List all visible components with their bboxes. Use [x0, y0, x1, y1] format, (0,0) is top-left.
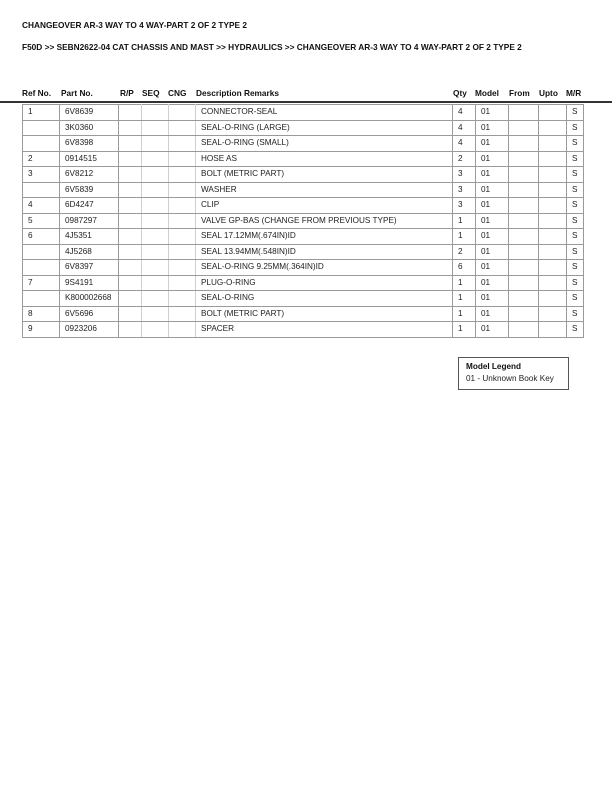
- cng-cell: [169, 105, 196, 121]
- rp-cell: [119, 213, 142, 229]
- qty-cell: 2: [453, 151, 476, 167]
- qty-cell: 2: [453, 244, 476, 260]
- mr-cell: S: [567, 198, 584, 214]
- mr-cell: S: [567, 229, 584, 245]
- qty-cell: 1: [453, 213, 476, 229]
- table-row: [23, 213, 584, 229]
- part-no-cell: 6V8212: [60, 167, 119, 183]
- ref-no-cell: [23, 260, 60, 276]
- description-cell: SPACER: [196, 322, 453, 338]
- table-row: [23, 182, 584, 198]
- qty-cell: 6: [453, 260, 476, 276]
- mr-cell: S: [567, 306, 584, 322]
- model-cell: 01: [476, 322, 509, 338]
- table-row: [23, 229, 584, 245]
- cng-cell: [169, 213, 196, 229]
- from-cell: [509, 291, 539, 307]
- upto-cell: [539, 229, 567, 245]
- qty-cell: 3: [453, 167, 476, 183]
- page-title: CHANGEOVER AR-3 WAY TO 4 WAY-PART 2 OF 2 TYPE 2: [22, 20, 247, 30]
- ref-no-cell: 1: [23, 105, 60, 121]
- column-header-rp: R/P: [120, 88, 134, 98]
- seq-cell: [142, 198, 169, 214]
- ref-no-cell: 2: [23, 151, 60, 167]
- cng-cell: [169, 167, 196, 183]
- model-cell: 01: [476, 291, 509, 307]
- rp-cell: [119, 182, 142, 198]
- part-no-cell: 6V8398: [60, 136, 119, 152]
- table-row: [23, 198, 584, 214]
- parts-table: [22, 104, 584, 338]
- part-no-cell: 3K0360: [60, 120, 119, 136]
- rp-cell: [119, 306, 142, 322]
- model-cell: 01: [476, 260, 509, 276]
- cng-cell: [169, 182, 196, 198]
- mr-cell: S: [567, 275, 584, 291]
- header-rule: [0, 101, 612, 103]
- part-no-cell: 4J5268: [60, 244, 119, 260]
- table-row: [23, 275, 584, 291]
- from-cell: [509, 275, 539, 291]
- cng-cell: [169, 136, 196, 152]
- table-row: [23, 105, 584, 121]
- rp-cell: [119, 260, 142, 276]
- seq-cell: [142, 120, 169, 136]
- seq-cell: [142, 306, 169, 322]
- from-cell: [509, 229, 539, 245]
- model-legend-item: 01 - Unknown Book Key: [466, 374, 554, 383]
- rp-cell: [119, 244, 142, 260]
- qty-cell: 4: [453, 136, 476, 152]
- mr-cell: S: [567, 120, 584, 136]
- qty-cell: 1: [453, 291, 476, 307]
- model-cell: 01: [476, 120, 509, 136]
- cng-cell: [169, 291, 196, 307]
- model-cell: 01: [476, 182, 509, 198]
- ref-no-cell: [23, 244, 60, 260]
- from-cell: [509, 198, 539, 214]
- upto-cell: [539, 306, 567, 322]
- breadcrumb: F50D >> SEBN2622-04 CAT CHASSIS AND MAST >> HYDRAULICS >> CHANGEOVER AR-3 WAY TO 4 WAY-PART 2 OF 2 TYPE 2: [22, 42, 522, 52]
- model-cell: 01: [476, 105, 509, 121]
- column-header-from: From: [509, 88, 530, 98]
- upto-cell: [539, 260, 567, 276]
- ref-no-cell: [23, 120, 60, 136]
- from-cell: [509, 136, 539, 152]
- part-no-cell: 6V8639: [60, 105, 119, 121]
- column-header-part-no: Part No.: [61, 88, 93, 98]
- part-no-cell: 0914515: [60, 151, 119, 167]
- upto-cell: [539, 182, 567, 198]
- upto-cell: [539, 275, 567, 291]
- part-no-cell: 0923206: [60, 322, 119, 338]
- rp-cell: [119, 198, 142, 214]
- from-cell: [509, 244, 539, 260]
- part-no-cell: K800002668: [60, 291, 119, 307]
- from-cell: [509, 167, 539, 183]
- model-cell: 01: [476, 275, 509, 291]
- rp-cell: [119, 229, 142, 245]
- model-legend-title: Model Legend: [466, 362, 522, 371]
- part-no-cell: 6V5839: [60, 182, 119, 198]
- from-cell: [509, 182, 539, 198]
- upto-cell: [539, 291, 567, 307]
- cng-cell: [169, 198, 196, 214]
- qty-cell: 1: [453, 229, 476, 245]
- ref-no-cell: [23, 136, 60, 152]
- upto-cell: [539, 120, 567, 136]
- description-cell: HOSE AS: [196, 151, 453, 167]
- cng-cell: [169, 151, 196, 167]
- mr-cell: S: [567, 213, 584, 229]
- table-row: [23, 151, 584, 167]
- rp-cell: [119, 120, 142, 136]
- part-no-cell: 4J5351: [60, 229, 119, 245]
- seq-cell: [142, 229, 169, 245]
- table-row: [23, 244, 584, 260]
- from-cell: [509, 105, 539, 121]
- ref-no-cell: [23, 291, 60, 307]
- description-cell: SEAL-O-RING: [196, 291, 453, 307]
- qty-cell: 4: [453, 105, 476, 121]
- mr-cell: S: [567, 260, 584, 276]
- model-cell: 01: [476, 213, 509, 229]
- column-header-description: Description Remarks: [196, 88, 280, 98]
- column-header-mr: M/R: [566, 88, 582, 98]
- qty-cell: 3: [453, 182, 476, 198]
- part-no-cell: 6D4247: [60, 198, 119, 214]
- from-cell: [509, 151, 539, 167]
- model-cell: 01: [476, 229, 509, 245]
- cng-cell: [169, 260, 196, 276]
- description-cell: SEAL 17.12MM(.674IN)ID: [196, 229, 453, 245]
- qty-cell: 1: [453, 306, 476, 322]
- ref-no-cell: 4: [23, 198, 60, 214]
- part-no-cell: 9S4191: [60, 275, 119, 291]
- qty-cell: 3: [453, 198, 476, 214]
- cng-cell: [169, 229, 196, 245]
- part-no-cell: 6V5696: [60, 306, 119, 322]
- seq-cell: [142, 167, 169, 183]
- cng-cell: [169, 322, 196, 338]
- cng-cell: [169, 306, 196, 322]
- model-cell: 01: [476, 136, 509, 152]
- from-cell: [509, 306, 539, 322]
- model-cell: 01: [476, 167, 509, 183]
- qty-cell: 1: [453, 322, 476, 338]
- column-header-qty: Qty: [453, 88, 467, 98]
- mr-cell: S: [567, 291, 584, 307]
- mr-cell: S: [567, 182, 584, 198]
- description-cell: CLIP: [196, 198, 453, 214]
- rp-cell: [119, 275, 142, 291]
- description-cell: SEAL-O-RING (LARGE): [196, 120, 453, 136]
- rp-cell: [119, 291, 142, 307]
- table-row: [23, 291, 584, 307]
- mr-cell: S: [567, 105, 584, 121]
- table-row: [23, 120, 584, 136]
- rp-cell: [119, 322, 142, 338]
- cng-cell: [169, 244, 196, 260]
- table-row: [23, 167, 584, 183]
- upto-cell: [539, 322, 567, 338]
- column-header-ref-no: Ref No.: [22, 88, 52, 98]
- ref-no-cell: 6: [23, 229, 60, 245]
- seq-cell: [142, 105, 169, 121]
- upto-cell: [539, 136, 567, 152]
- description-cell: SEAL-O-RING 9.25MM(.364IN)ID: [196, 260, 453, 276]
- seq-cell: [142, 136, 169, 152]
- ref-no-cell: [23, 182, 60, 198]
- description-cell: WASHER: [196, 182, 453, 198]
- description-cell: BOLT (METRIC PART): [196, 306, 453, 322]
- model-cell: 01: [476, 151, 509, 167]
- column-header-seq: SEQ: [142, 88, 160, 98]
- description-cell: SEAL-O-RING (SMALL): [196, 136, 453, 152]
- model-cell: 01: [476, 306, 509, 322]
- description-cell: SEAL 13.94MM(.548IN)ID: [196, 244, 453, 260]
- column-header-model: Model: [475, 88, 499, 98]
- description-cell: BOLT (METRIC PART): [196, 167, 453, 183]
- rp-cell: [119, 151, 142, 167]
- seq-cell: [142, 182, 169, 198]
- ref-no-cell: 3: [23, 167, 60, 183]
- rp-cell: [119, 136, 142, 152]
- qty-cell: 1: [453, 275, 476, 291]
- seq-cell: [142, 322, 169, 338]
- part-no-cell: 6V8397: [60, 260, 119, 276]
- mr-cell: S: [567, 136, 584, 152]
- upto-cell: [539, 167, 567, 183]
- upto-cell: [539, 213, 567, 229]
- table-row: [23, 306, 584, 322]
- mr-cell: S: [567, 167, 584, 183]
- table-row: [23, 260, 584, 276]
- upto-cell: [539, 105, 567, 121]
- cng-cell: [169, 275, 196, 291]
- ref-no-cell: 8: [23, 306, 60, 322]
- from-cell: [509, 120, 539, 136]
- rp-cell: [119, 105, 142, 121]
- from-cell: [509, 213, 539, 229]
- qty-cell: 4: [453, 120, 476, 136]
- description-cell: VALVE GP-BAS (CHANGE FROM PREVIOUS TYPE): [196, 213, 453, 229]
- cng-cell: [169, 120, 196, 136]
- ref-no-cell: 7: [23, 275, 60, 291]
- seq-cell: [142, 260, 169, 276]
- seq-cell: [142, 275, 169, 291]
- column-header-upto: Upto: [539, 88, 558, 98]
- table-row: [23, 136, 584, 152]
- part-no-cell: 0987297: [60, 213, 119, 229]
- seq-cell: [142, 213, 169, 229]
- seq-cell: [142, 244, 169, 260]
- ref-no-cell: 9: [23, 322, 60, 338]
- model-cell: 01: [476, 198, 509, 214]
- seq-cell: [142, 151, 169, 167]
- seq-cell: [142, 291, 169, 307]
- from-cell: [509, 260, 539, 276]
- from-cell: [509, 322, 539, 338]
- mr-cell: S: [567, 322, 584, 338]
- ref-no-cell: 5: [23, 213, 60, 229]
- rp-cell: [119, 167, 142, 183]
- model-cell: 01: [476, 244, 509, 260]
- model-legend: [458, 357, 569, 390]
- mr-cell: S: [567, 151, 584, 167]
- upto-cell: [539, 244, 567, 260]
- description-cell: PLUG-O-RING: [196, 275, 453, 291]
- upto-cell: [539, 198, 567, 214]
- description-cell: CONNECTOR-SEAL: [196, 105, 453, 121]
- upto-cell: [539, 151, 567, 167]
- table-row: [23, 322, 584, 338]
- mr-cell: S: [567, 244, 584, 260]
- column-header-cng: CNG: [168, 88, 187, 98]
